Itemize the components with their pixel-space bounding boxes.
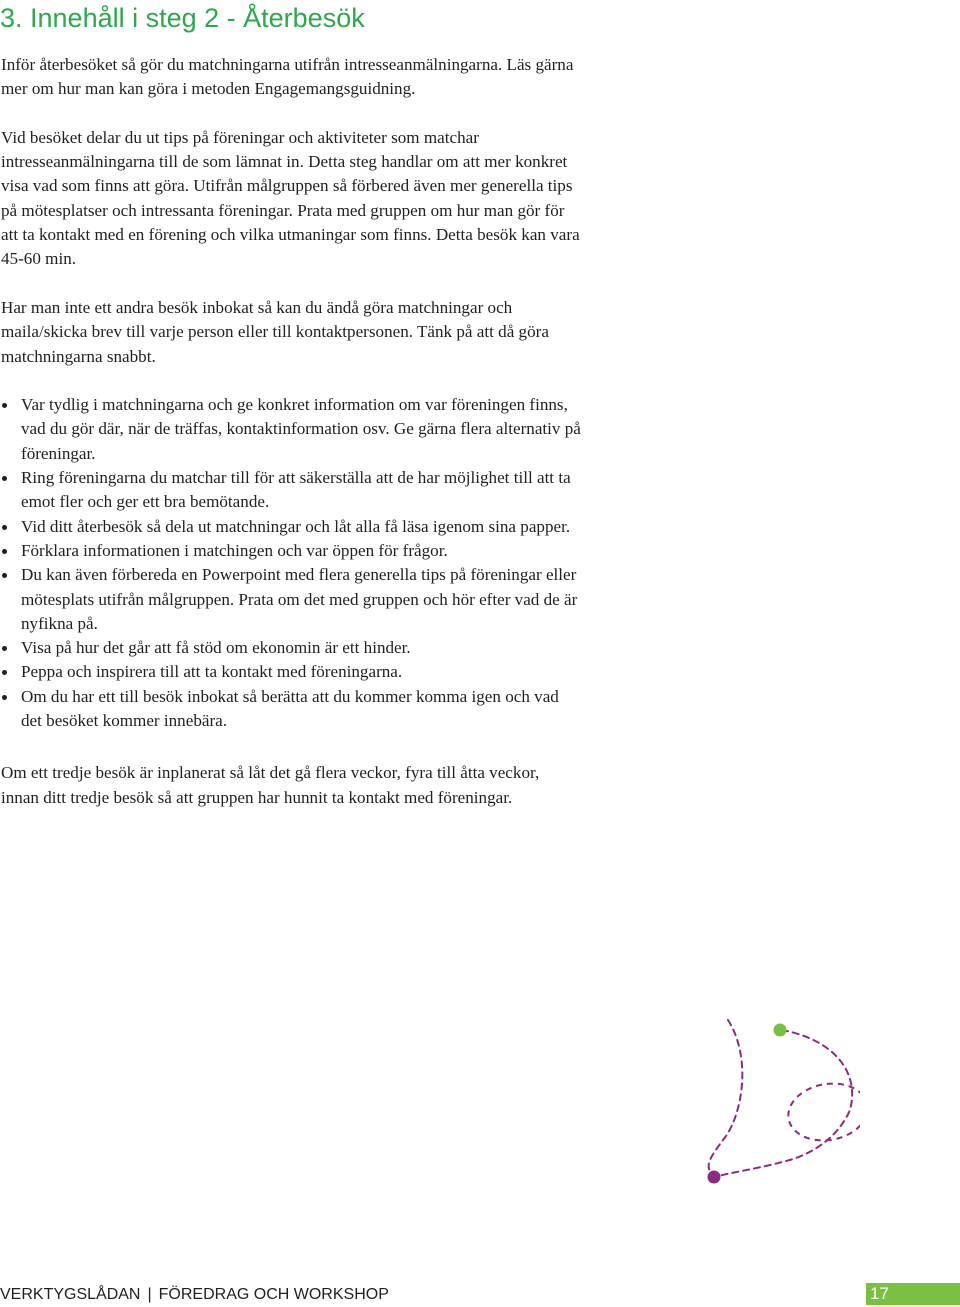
footer-right: FÖREDRAG OCH WORKSHOP (158, 1286, 389, 1303)
footer-separator: | (147, 1286, 152, 1303)
footer-left: VERKTYGSLÅDAN (0, 1286, 141, 1303)
list-item (1, 539, 581, 563)
dotted-path-illustration (700, 1018, 860, 1190)
page-number: 17 (870, 1284, 889, 1303)
bullet-icon (2, 525, 7, 530)
bullet-icon (2, 670, 7, 675)
list-item-text: Var tydlig i matchningarna och ge konkret information om var föreningen finns, vad du gör där, när de träffas, kontaktinformation osv. Ge gärna flera alternativ på föreningar. (21, 395, 581, 463)
body-text (1, 53, 581, 810)
list-item-text: Vid ditt återbesök så dela ut matchningar och låt alla få läsa igenom sina papper. (21, 516, 571, 536)
tips-list (1, 393, 581, 733)
list-item-text: Förklara informationen i matchingen och var öppen för frågor. (21, 540, 448, 560)
bullet-icon (2, 646, 7, 651)
list-item-text: Peppa och inspirera till att ta kontakt med föreningarna. (21, 662, 403, 682)
bullet-icon (2, 573, 7, 578)
list-item (1, 636, 581, 660)
bullet-icon (2, 549, 7, 554)
list-item (1, 685, 581, 734)
list-item (1, 660, 581, 684)
bullet-icon (2, 695, 7, 700)
green-dot-icon (774, 1024, 787, 1037)
list-item (1, 515, 581, 539)
footer (0, 1284, 389, 1306)
list-item (1, 563, 581, 636)
third-visit-paragraph: Om ett tredje besök är inplanerat så låt det gå flera veckor, fyra till åtta veckor, innan ditt tredje besök så att gruppen har hunnit ta kontakt med föreningar. (1, 763, 540, 807)
bullet-icon (2, 476, 7, 481)
list-item-text: Om du har ett till besök inbokat så berätta att du kommer komma igen och vad det besöket kommer innebära. (21, 686, 559, 731)
intro-paragraph: Inför återbesöket så gör du matchningarna utifrån intresseanmälningarna. Läs gärna mer om hur man kan göra i metoden Engagemangsguidning. (1, 55, 574, 99)
no-second-visit-paragraph: Har man inte ett andra besök inbokat så kan du ändå göra matchningar och maila/skicka brev till varje person eller till kontaktpersonen. Tänk på att då göra matchningarna snabbt. (1, 297, 549, 366)
list-item-text: Du kan även förbereda en Powerpoint med flera generella tips på föreningar eller mötesplats utifrån målgruppen. Prata om det med gruppen och hör efter vad de är nyfikna på. (21, 565, 578, 633)
list-item (1, 393, 581, 466)
purple-dot-icon (708, 1171, 721, 1184)
page-title: 3. Innehåll i steg 2 - Återbesök (0, 3, 365, 33)
list-item (1, 466, 581, 515)
dashed-path-right (714, 1030, 852, 1177)
bullet-icon (2, 403, 7, 408)
dashed-path-left (709, 1020, 743, 1177)
list-item-text: Visa på hur det går att få stöd om ekonomin är ett hinder. (21, 638, 411, 658)
page-number-badge (866, 1283, 960, 1305)
list-item-text: Ring föreningarna du matchar till för att säkerställa att de har möjlighet till att ta emot fler och ger ett bra bemötande. (21, 468, 571, 512)
visit-paragraph: Vid besöket delar du ut tips på föreningar och aktiviteter som matchar intresseanmälningarna till de som lämnat in. Detta steg handlar om att mer konkret visa vad som finns att göra. Utifrån målgruppen så förbered även mer generella tips på mötesplatser och intressanta föreningar. Prata med gruppen om hur man gör för att ta kontakt med en förening och vilka utmaningar som finns. Detta besök kan vara 45-60 min. (1, 127, 580, 269)
